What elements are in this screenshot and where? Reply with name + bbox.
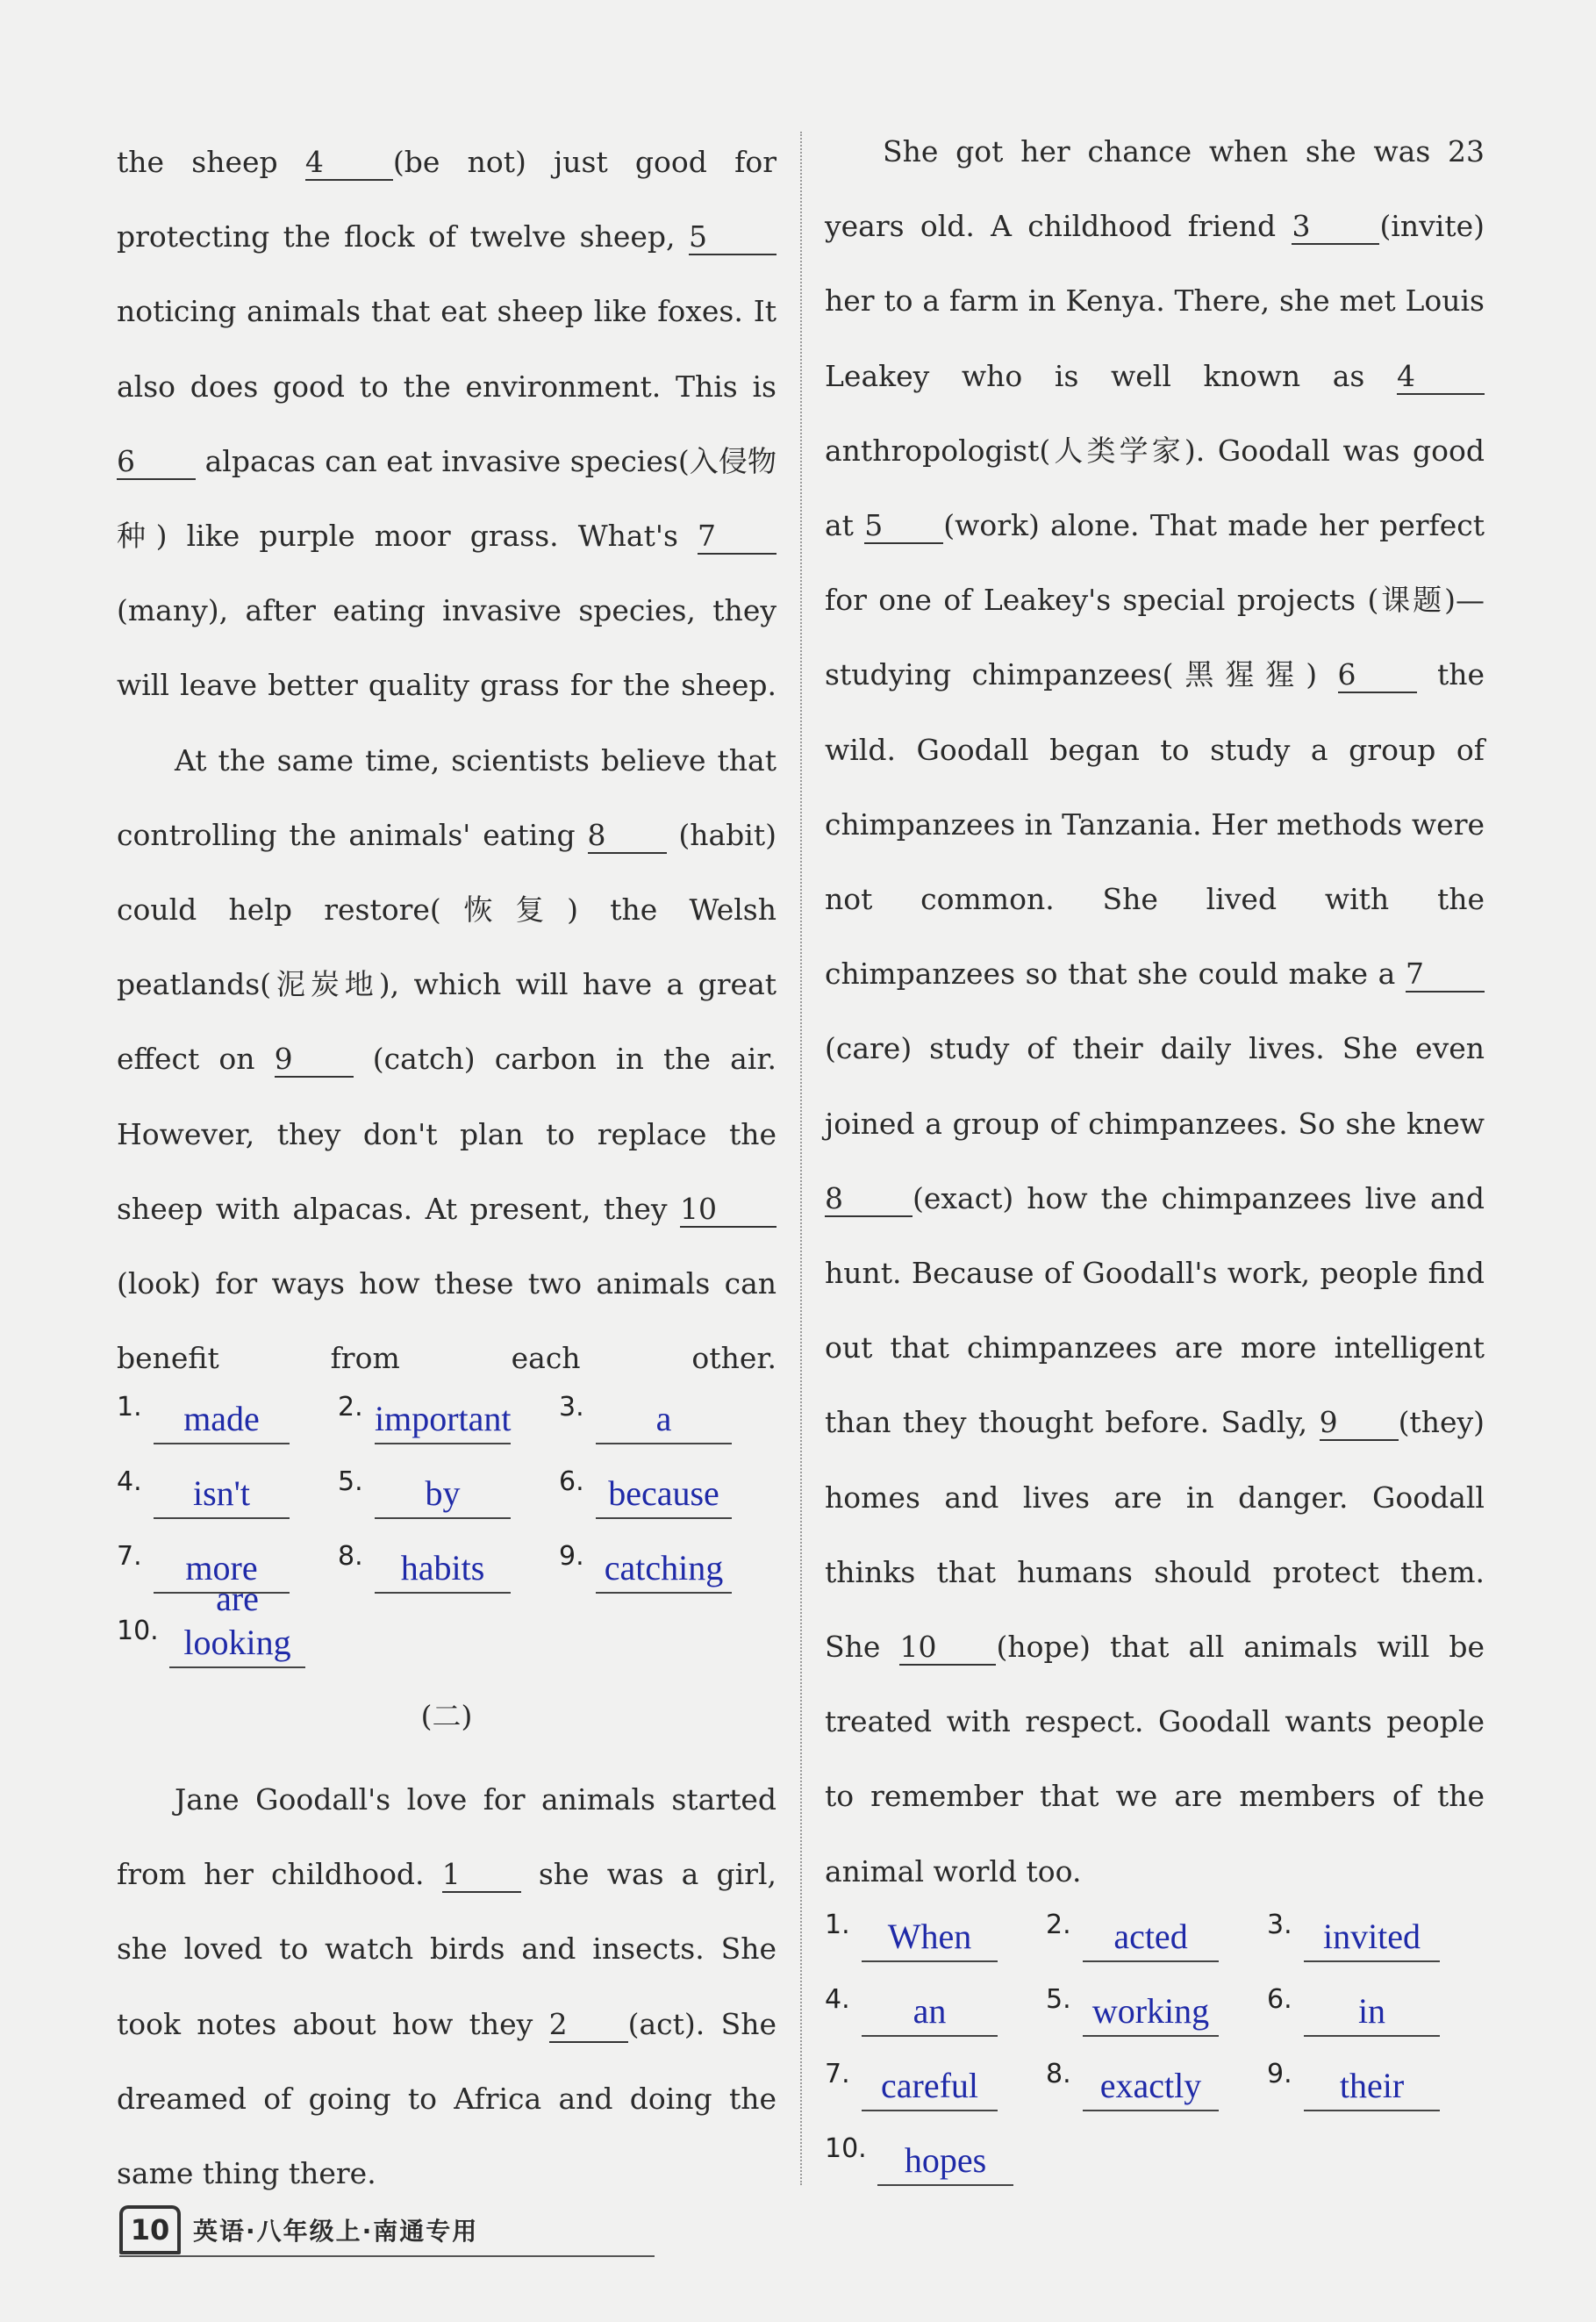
footer-text: 英语·八年级上·南通专用 bbox=[193, 2217, 479, 2246]
text: (be not) just good for protecting the flock of twelve sheep, bbox=[117, 145, 777, 254]
answer-value: careful bbox=[862, 2064, 998, 2111]
answer-value: are looking bbox=[169, 1577, 305, 1668]
text: Jane Goodall's love for animals started from her childhood. bbox=[117, 1782, 777, 1892]
right-passage bbox=[825, 114, 1485, 1909]
answer-value: working bbox=[1083, 1989, 1219, 2037]
answer-number: 3. bbox=[1267, 1910, 1292, 1940]
answer-value: acted bbox=[1083, 1915, 1219, 1962]
right-paragraph-1 bbox=[825, 114, 1485, 1909]
answer-number: 10. bbox=[117, 1616, 159, 1646]
text: anthropologist(人类学家). Goodall was good at bbox=[825, 433, 1485, 543]
answer-item bbox=[117, 1579, 380, 1679]
answer-number: 5. bbox=[1046, 1984, 1071, 2015]
text: the wild. Goodall began to study a group of chimpanzees in Tanzania. Her methods were not common. She lived with the chimpanzees so that she could make a bbox=[825, 657, 1485, 992]
answer-value: made bbox=[154, 1397, 290, 1444]
answer-value: exactly bbox=[1083, 2064, 1219, 2111]
answer-value: more bbox=[154, 1546, 290, 1594]
answer-value: hopes bbox=[877, 2139, 1013, 2186]
text: (work) alone. That made her perfect for one of Leakey's special projects (课题)—studying chimpanzees(黑猩猩) bbox=[825, 508, 1485, 692]
blank-4: 4 bbox=[1397, 360, 1485, 395]
answer-number: 1. bbox=[117, 1392, 142, 1423]
text: (they) homes and lives are in danger. Goodall thinks that humans should protect them. She bbox=[825, 1405, 1485, 1665]
answer-number: 4. bbox=[117, 1466, 142, 1497]
section-two-title: (二) bbox=[420, 1699, 473, 1733]
answer-value: isn't bbox=[154, 1472, 290, 1519]
answer-row bbox=[117, 1579, 780, 1679]
answer-value: a bbox=[596, 1397, 732, 1444]
answer-number: 6. bbox=[1267, 1984, 1292, 2015]
text: noticing animals that eat sheep like foxes. It also does good to the environment. This is bbox=[117, 294, 777, 404]
answer-value: important bbox=[375, 1397, 511, 1444]
answer-number: 6. bbox=[559, 1466, 584, 1497]
text: (catch) carbon in the air. However, they don't plan to replace the sheep with alpacas. At present, they bbox=[117, 1042, 777, 1226]
answer-item bbox=[338, 1530, 559, 1604]
left-passage bbox=[117, 125, 777, 1395]
answer-number: 9. bbox=[1267, 2059, 1292, 2089]
answer-value: habits bbox=[375, 1546, 511, 1594]
text: (hope) that all animals will be treated with respect. Goodall wants people to remember that we are members of the animal world too. bbox=[825, 1630, 1485, 1888]
text: (many), after eating invasive species, they will leave better quality grass for the sheep. bbox=[117, 593, 777, 703]
blank-1: 1 bbox=[442, 1858, 521, 1893]
text: (act). She dreamed of going to Africa and doing the same thing there. bbox=[117, 2006, 777, 2191]
blank-5: 5 bbox=[689, 220, 777, 255]
blank-7: 7 bbox=[1406, 957, 1485, 993]
answer-value: catching bbox=[596, 1546, 732, 1594]
blank-10: 10 bbox=[899, 1630, 996, 1666]
blank-2: 2 bbox=[549, 2008, 628, 2043]
answer-number: 9. bbox=[559, 1541, 584, 1572]
blank-5: 5 bbox=[864, 509, 943, 544]
passage-two-start bbox=[117, 1762, 777, 2211]
answer-value: invited bbox=[1304, 1915, 1440, 1962]
answer-number: 7. bbox=[117, 1541, 142, 1572]
answers-section-1 bbox=[117, 1380, 780, 1679]
answer-row bbox=[117, 1455, 780, 1530]
answer-number: 3. bbox=[559, 1392, 584, 1423]
answer-number: 10. bbox=[825, 2133, 867, 2164]
answer-item bbox=[1267, 2047, 1488, 2122]
text: (care) study of their daily lives. She even joined a group of chimpanzees. So she knew bbox=[825, 1031, 1485, 1141]
column-divider bbox=[800, 132, 802, 2185]
answer-row bbox=[825, 2122, 1488, 2197]
page-footer bbox=[119, 2204, 655, 2257]
answer-item bbox=[559, 1530, 780, 1604]
answer-number: 2. bbox=[1046, 1910, 1071, 1940]
answer-item bbox=[825, 2122, 1088, 2197]
answer-item bbox=[1046, 2047, 1267, 2122]
answer-row bbox=[825, 2047, 1488, 2122]
blank-9: 9 bbox=[1320, 1406, 1399, 1441]
answer-value: because bbox=[596, 1472, 732, 1519]
text: (exact) how the chimpanzees live and hunt. Because of Goodall's work, people find out that chimpanzees are more intelligent than they thought before. Sadly, bbox=[825, 1180, 1485, 1440]
answers-section-2 bbox=[825, 1898, 1488, 2197]
blank-6: 6 bbox=[1338, 658, 1417, 693]
blank-8: 8 bbox=[825, 1182, 913, 1217]
answer-row bbox=[825, 1973, 1488, 2047]
passage-two-paragraph-1 bbox=[117, 1762, 777, 2211]
blank-10: 10 bbox=[680, 1193, 777, 1228]
answer-row bbox=[825, 1898, 1488, 1973]
answer-row bbox=[117, 1380, 780, 1455]
answer-number: 4. bbox=[825, 1984, 850, 2015]
text: (look) for ways how these two animals can benefit from each other. bbox=[117, 1266, 777, 1376]
left-paragraph-2 bbox=[117, 723, 777, 1396]
text: alpacas can eat invasive species(入侵物种) like purple moor grass. What's bbox=[117, 443, 777, 554]
blank-4: 4 bbox=[305, 146, 393, 181]
answer-value: by bbox=[375, 1472, 511, 1519]
text: She got her chance when she was 23 years old. A childhood friend bbox=[825, 134, 1485, 244]
text: (habit) could help restore(恢复) the Welsh peatlands(泥炭地), which will have a great effect on bbox=[117, 817, 777, 1077]
text: she was a girl, she loved to watch birds and insects. She took notes about how they bbox=[117, 1857, 777, 2041]
blank-8: 8 bbox=[588, 819, 667, 854]
answer-number: 8. bbox=[1046, 2059, 1071, 2089]
answer-value: an bbox=[862, 1989, 998, 2037]
text: the sheep bbox=[117, 145, 278, 179]
text: At the same time, scientists believe that controlling the animals' eating bbox=[117, 742, 777, 852]
blank-6: 6 bbox=[117, 445, 196, 480]
answer-value: When bbox=[862, 1915, 998, 1962]
page-number: 10 bbox=[119, 2205, 181, 2254]
answer-number: 5. bbox=[338, 1466, 363, 1497]
left-paragraph-1 bbox=[117, 125, 777, 723]
answer-number: 8. bbox=[338, 1541, 363, 1572]
answer-number: 2. bbox=[338, 1392, 363, 1423]
blank-7: 7 bbox=[698, 520, 777, 555]
answer-number: 1. bbox=[825, 1910, 850, 1940]
blank-3: 3 bbox=[1292, 210, 1379, 245]
answer-value: in bbox=[1304, 1989, 1440, 2037]
answer-number: 7. bbox=[825, 2059, 850, 2089]
blank-9: 9 bbox=[275, 1043, 354, 1078]
text: (invite) her to a farm in Kenya. There, she met Louis Leakey who is well known as bbox=[825, 209, 1485, 393]
answer-value: their bbox=[1304, 2064, 1440, 2111]
